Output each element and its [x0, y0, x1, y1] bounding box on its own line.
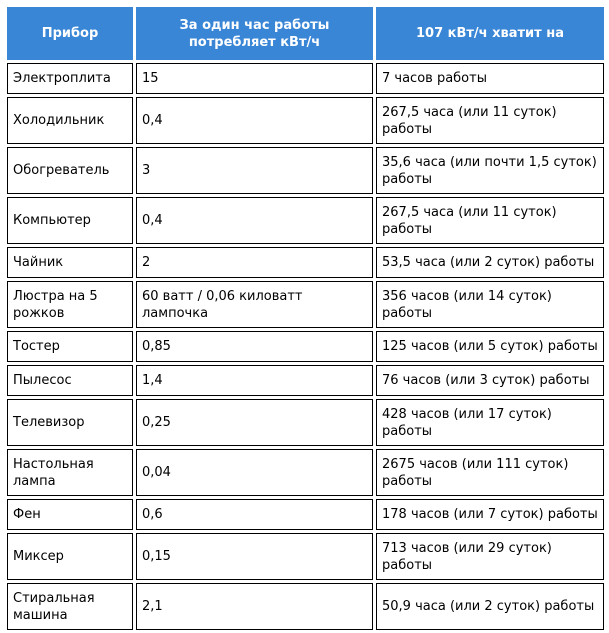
table-row: [6, 532, 606, 582]
table-row: [6, 146, 606, 196]
energy-consumption-table: [4, 4, 607, 633]
table-row: [6, 196, 606, 246]
table-row: [6, 246, 606, 280]
cell-device: Настольная лампа: [6, 448, 135, 498]
cell-consumption: 0,4: [135, 196, 375, 246]
cell-device: Компьютер: [6, 196, 135, 246]
cell-device: Электроплита: [6, 62, 135, 96]
table-row: [6, 448, 606, 498]
cell-consumption: 0,85: [135, 330, 375, 364]
cell-duration: 267,5 часа (или 11 суток) работы: [375, 196, 606, 246]
cell-device: Чайник: [6, 246, 135, 280]
cell-duration: 713 часов (или 29 суток) работы: [375, 532, 606, 582]
table-row: [6, 582, 606, 632]
cell-duration: 178 часов (или 7 суток) работы: [375, 498, 606, 532]
header-device: Прибор: [6, 6, 135, 62]
header-consumption-per-hour: За один час работы потребляет кВт/ч: [135, 6, 375, 62]
cell-device: Миксер: [6, 532, 135, 582]
table-row: [6, 398, 606, 448]
cell-consumption: 3: [135, 146, 375, 196]
cell-device: Пылесос: [6, 364, 135, 398]
cell-device: Фен: [6, 498, 135, 532]
cell-duration: 53,5 часа (или 2 суток) работы: [375, 246, 606, 280]
cell-consumption: 0,15: [135, 532, 375, 582]
cell-device: Телевизор: [6, 398, 135, 448]
table-row: [6, 330, 606, 364]
table-row: [6, 62, 606, 96]
cell-device: Стиральная машина: [6, 582, 135, 632]
cell-duration: 356 часов (или 14 суток) работы: [375, 280, 606, 330]
energy-consumption-table-container: [4, 4, 604, 633]
cell-duration: 35,6 часа (или почти 1,5 суток) работы: [375, 146, 606, 196]
cell-duration: 50,9 часа (или 2 суток) работы: [375, 582, 606, 632]
cell-consumption: 0,25: [135, 398, 375, 448]
table-row: [6, 280, 606, 330]
cell-consumption: 60 ватт / 0,06 киловатт лампочка: [135, 280, 375, 330]
cell-consumption: 0,4: [135, 96, 375, 146]
table-row: [6, 364, 606, 398]
cell-duration: 267,5 часа (или 11 суток) работы: [375, 96, 606, 146]
cell-device: Тостер: [6, 330, 135, 364]
cell-consumption: 1,4: [135, 364, 375, 398]
cell-consumption: 2,1: [135, 582, 375, 632]
header-row: [6, 6, 606, 62]
cell-consumption: 15: [135, 62, 375, 96]
table-row: [6, 96, 606, 146]
cell-device: Люстра на 5 рожков: [6, 280, 135, 330]
cell-consumption: 0,6: [135, 498, 375, 532]
cell-consumption: 0,04: [135, 448, 375, 498]
cell-duration: 428 часов (или 17 суток) работы: [375, 398, 606, 448]
cell-duration: 76 часов (или 3 суток) работы: [375, 364, 606, 398]
cell-device: Холодильник: [6, 96, 135, 146]
cell-duration: 2675 часов (или 111 суток) работы: [375, 448, 606, 498]
cell-duration: 7 часов работы: [375, 62, 606, 96]
cell-duration: 125 часов (или 5 суток) работы: [375, 330, 606, 364]
header-duration-107kwh: 107 кВт/ч хватит на: [375, 6, 606, 62]
cell-device: Обогреватель: [6, 146, 135, 196]
cell-consumption: 2: [135, 246, 375, 280]
table-row: [6, 498, 606, 532]
